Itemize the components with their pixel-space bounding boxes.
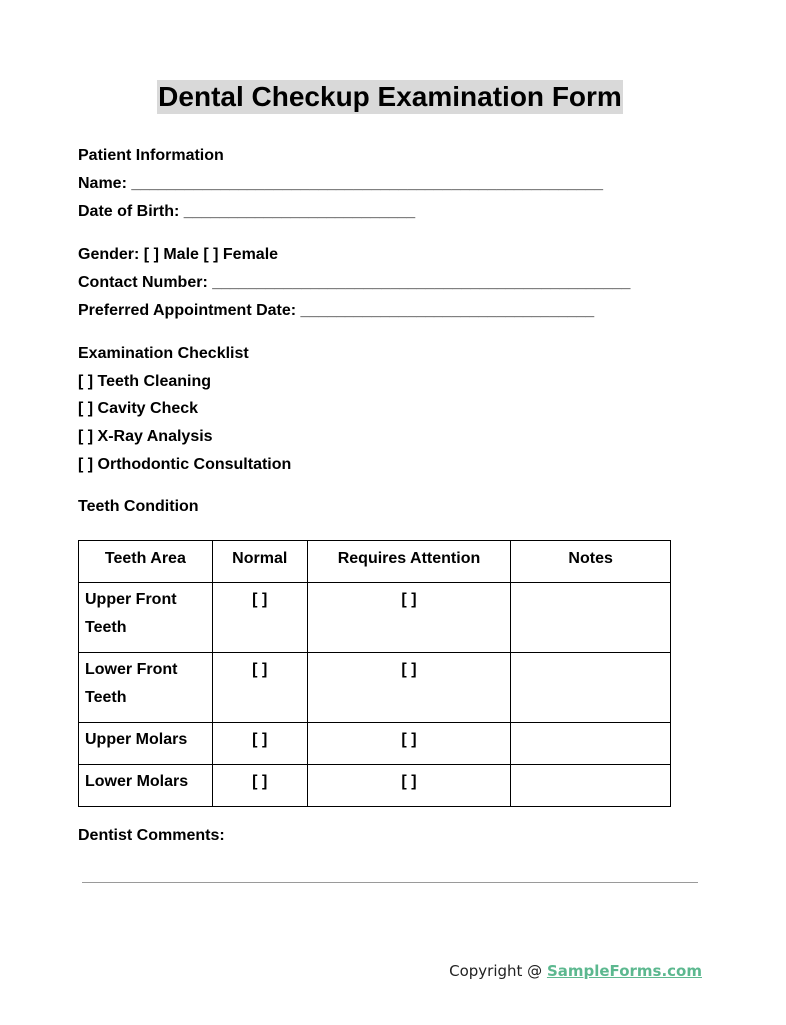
checklist-item-teeth-cleaning[interactable]: [ ] Teeth Cleaning bbox=[78, 373, 212, 390]
table-row bbox=[79, 583, 671, 653]
table-header-row bbox=[79, 541, 671, 583]
name-field[interactable]: Name: _____________________________________________________ bbox=[78, 175, 603, 192]
normal-checkbox[interactable]: [ ] bbox=[212, 653, 307, 723]
contact-number-field[interactable]: Contact Number: _______________________________________________ bbox=[78, 274, 631, 291]
column-header-normal: Normal bbox=[212, 541, 307, 583]
notes-cell[interactable] bbox=[511, 653, 671, 723]
teeth-area-cell: Lower Front Teeth bbox=[79, 653, 213, 723]
patient-info-heading: Patient Information bbox=[78, 147, 224, 164]
copyright-footer bbox=[449, 961, 702, 981]
table-row bbox=[79, 765, 671, 807]
notes-cell[interactable] bbox=[511, 723, 671, 765]
checklist-item-xray-analysis[interactable]: [ ] X-Ray Analysis bbox=[78, 428, 213, 445]
dentist-comments-label: Dentist Comments: bbox=[78, 827, 225, 844]
teeth-condition-table bbox=[78, 540, 671, 807]
attention-checkbox[interactable]: [ ] bbox=[307, 583, 511, 653]
table-row bbox=[79, 653, 671, 723]
normal-checkbox[interactable]: [ ] bbox=[212, 723, 307, 765]
teeth-area-cell: Upper Front Teeth bbox=[79, 583, 213, 653]
normal-checkbox[interactable]: [ ] bbox=[212, 583, 307, 653]
column-header-notes: Notes bbox=[511, 541, 671, 583]
title-container bbox=[0, 80, 780, 114]
attention-checkbox[interactable]: [ ] bbox=[307, 723, 511, 765]
gender-field[interactable]: Gender: [ ] Male [ ] Female bbox=[78, 246, 279, 263]
notes-cell[interactable] bbox=[511, 765, 671, 807]
dob-field[interactable]: Date of Birth: __________________________ bbox=[78, 203, 416, 220]
copyright-text: Copyright @ bbox=[449, 962, 547, 980]
notes-cell[interactable] bbox=[511, 583, 671, 653]
checklist-heading: Examination Checklist bbox=[78, 345, 249, 362]
attention-checkbox[interactable]: [ ] bbox=[307, 653, 511, 723]
attention-checkbox[interactable]: [ ] bbox=[307, 765, 511, 807]
table-row bbox=[79, 723, 671, 765]
normal-checkbox[interactable]: [ ] bbox=[212, 765, 307, 807]
checklist-item-cavity-check[interactable]: [ ] Cavity Check bbox=[78, 400, 199, 417]
column-header-requires-attention: Requires Attention bbox=[307, 541, 511, 583]
column-header-teeth-area: Teeth Area bbox=[79, 541, 213, 583]
teeth-area-cell: Lower Molars bbox=[79, 765, 213, 807]
checklist-item-orthodontic[interactable]: [ ] Orthodontic Consultation bbox=[78, 456, 292, 473]
teeth-condition-heading: Teeth Condition bbox=[78, 498, 199, 515]
page-title: Dental Checkup Examination Form bbox=[158, 81, 622, 112]
comments-input-line[interactable] bbox=[82, 882, 698, 883]
appointment-date-field[interactable]: Preferred Appointment Date: _________________________________ bbox=[78, 302, 595, 319]
teeth-area-cell: Upper Molars bbox=[79, 723, 213, 765]
brand-link[interactable]: SampleForms.com bbox=[546, 962, 702, 980]
